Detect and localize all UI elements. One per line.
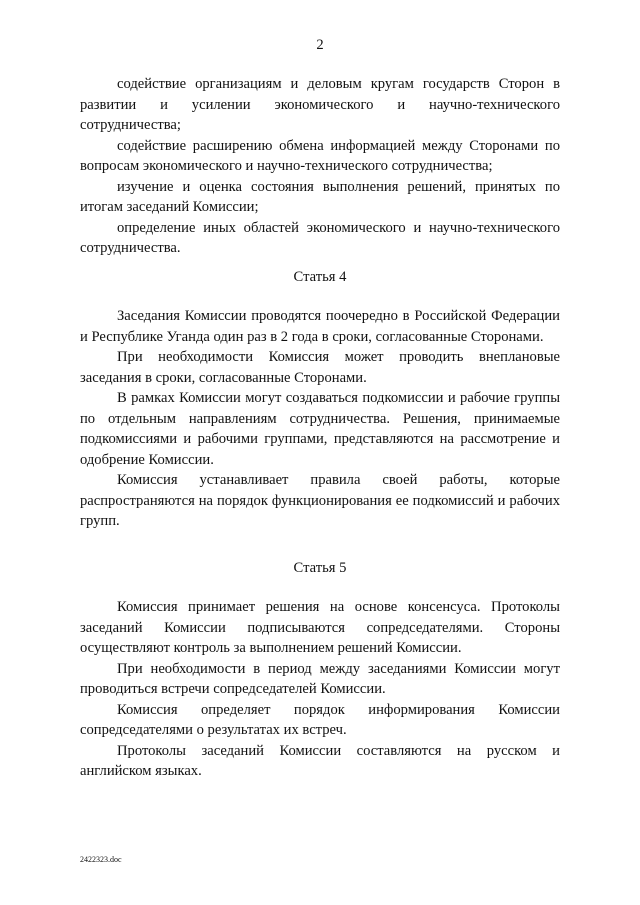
paragraph: В рамках Комиссии могут создаваться подкомиссии и рабочие группы по отдельным направлениям сотрудничества. Решения, принимаемые подкомиссиями и рабочими группами, представляются на рассмотрение и одобрение Комиссии. xyxy=(80,390,560,468)
article-4-body xyxy=(80,306,560,532)
article-5-heading: Статья 5 xyxy=(293,560,347,576)
paragraph: При необходимости в период между заседаниями Комиссии могут проводиться встречи сопредседателей Комиссии. xyxy=(80,660,560,697)
paragraph: содействие расширению обмена информацией между Сторонами по вопросам экономического и научно-технического сотрудничества; xyxy=(80,137,560,174)
file-name-footer: 2422323.doc xyxy=(80,855,122,864)
paragraph: Заседания Комиссии проводятся поочередно в Российской Федерации и Республике Уганда один раз в 2 года в сроки, согласованные Сторонами. xyxy=(80,308,560,345)
article-5-body xyxy=(80,597,560,782)
paragraph: Протоколы заседаний Комиссии составляются на русском и английском языках. xyxy=(80,742,560,779)
paragraph: При необходимости Комиссия может проводить внеплановые заседания в сроки, согласованные Сторонами. xyxy=(80,349,560,386)
paragraph: Комиссия устанавливает правила своей работы, которые распространяются на порядок функционирования ее подкомиссий и рабочих групп. xyxy=(80,472,560,529)
paragraph: содействие организациям и деловым кругам государств Сторон в развитии и усилении экономического и научно-технического сотрудничества; xyxy=(80,76,560,133)
paragraph: определение иных областей экономического и научно-технического сотрудничества. xyxy=(80,219,560,256)
paragraph: Комиссия принимает решения на основе консенсуса. Протоколы заседаний Комиссии подписываются сопредседателями. Стороны осуществляют контроль за выполнением решений Комиссии. xyxy=(80,599,560,656)
paragraph: изучение и оценка состояния выполнения решений, принятых по итогам заседаний Комиссии; xyxy=(80,178,560,215)
functions-list xyxy=(80,74,560,259)
page-number: 2 xyxy=(316,37,324,53)
paragraph: Комиссия определяет порядок информирования Комиссии сопредседателями о результатах их встреч. xyxy=(80,701,560,738)
article-4-heading: Статья 4 xyxy=(293,269,347,285)
